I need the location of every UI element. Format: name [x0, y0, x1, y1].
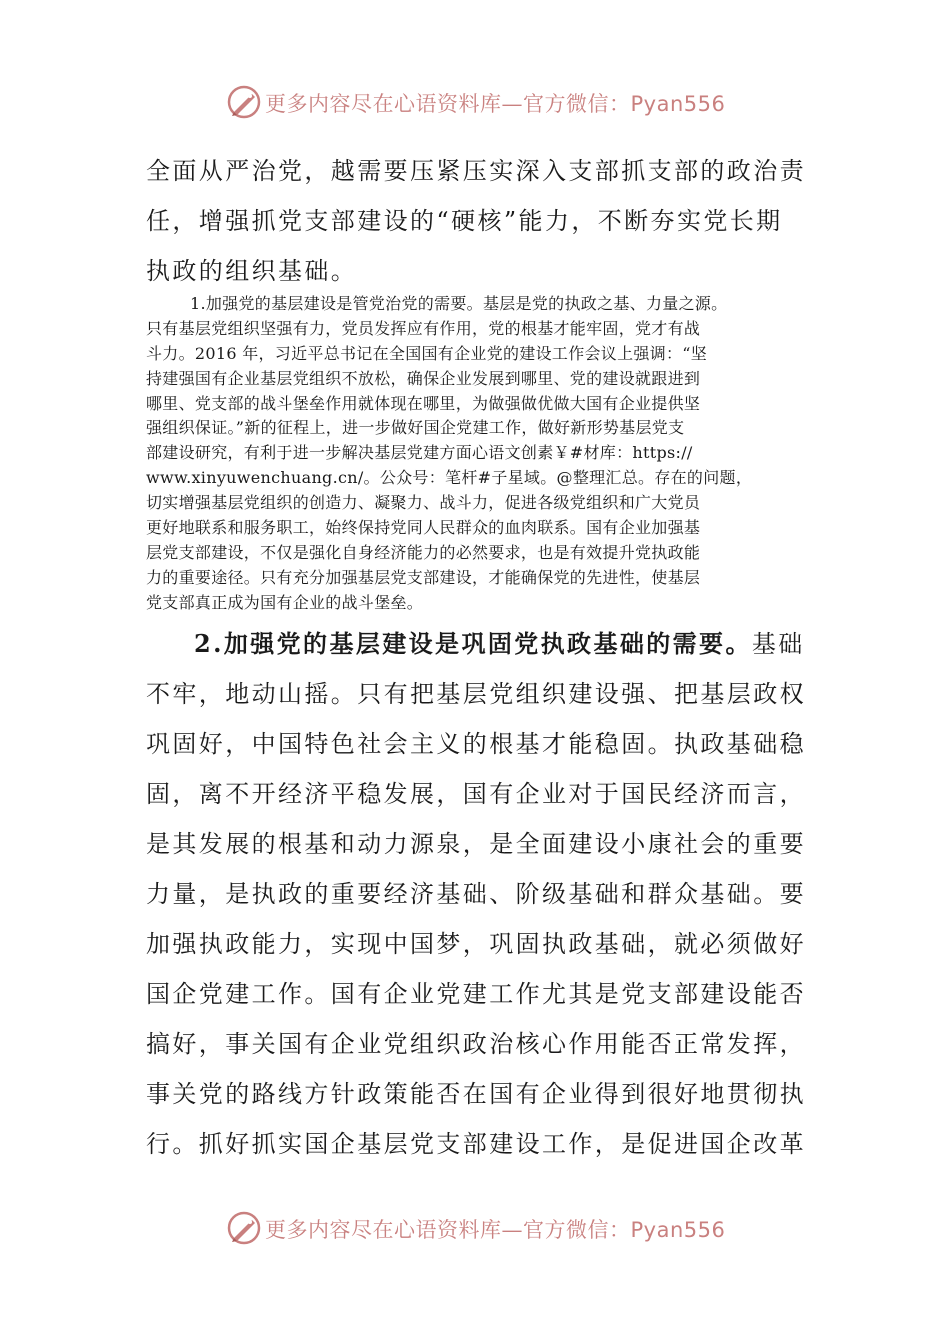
text-line: 党支部真正成为国有企业的战斗堡垒。	[146, 592, 424, 612]
point-heading: 2.加强党的基层建设是巩固党执政基础的需要。	[194, 629, 752, 658]
text-line: www.xinyuwenchuang.cn/。公众号：笔杆#子星域。@整理汇总。存在的问题，	[146, 468, 753, 488]
text-line: 任，增强抓党支部建设的“硬核”能力，不断夯实党长期	[146, 207, 783, 235]
text-line: 斗力。2016 年，习近平总书记在全国国有企业党的建设工作会议上强调：“坚	[146, 343, 708, 363]
text-line: 事关党的路线方针政策能否在国有企业得到很好地贯彻执	[146, 1080, 806, 1108]
text-line: 加强执政能力，实现中国梦，巩固执政基础，就必须做好	[146, 930, 806, 958]
text-line: 固，离不开经济平稳发展，国有企业对于国民经济而言，	[146, 780, 806, 808]
watermark-text: 更多内容尽在心语资料库—官方微信：Pyan556	[265, 1218, 726, 1242]
text-line: 持建强国有企业基层党组织不放松，确保企业发展到哪里、党的建设就跟进到	[146, 368, 701, 388]
text-line: 是其发展的根基和动力源泉，是全面建设小康社会的重要	[146, 830, 806, 858]
text-line: 执政的组织基础。	[146, 257, 358, 285]
text-line: 部建设研究，有利于进一步解决基层党建方面心语文创素￥#材库：https://	[146, 443, 693, 463]
text-line: 搞好，事关国有企业党组织政治核心作用能否正常发挥，	[146, 1030, 806, 1058]
text-line: 全面从严治党，越需要压紧压实深入支部抓支部的政治责	[146, 157, 806, 185]
text-line: 力量，是执政的重要经济基础、阶级基础和群众基础。要	[146, 880, 806, 908]
text-line: 只有基层党组织坚强有力，党员发挥应有作用，党的根基才能牢固，党才有战	[146, 318, 701, 338]
text-line: 1.加强党的基层建设是管党治党的需要。基层是党的执政之基、力量之源。	[190, 294, 728, 313]
text-line: 巩固好，中国特色社会主义的根基才能稳固。执政基础稳	[146, 730, 806, 758]
paragraph-intro	[146, 146, 806, 296]
wechat-id: Pyan556	[630, 1218, 726, 1242]
text-line: 不牢，地动山摇。只有把基层党组织建设强、把基层政权	[146, 680, 806, 708]
header-watermark	[0, 82, 950, 122]
text-line: 更好地联系和服务职工，始终保持党同人民群众的血肉联系。国有企业加强基	[146, 518, 701, 538]
paragraph-point-2	[146, 619, 806, 1169]
text-line: 强组织保证。”新的征程上，进一步做好国企党建工作，做好新形势基层党支	[146, 418, 685, 438]
text-line: 国企党建工作。国有企业党建工作尤其是党支部建设能否	[146, 980, 806, 1008]
footer-watermark	[0, 1208, 950, 1248]
text-line: 层党支部建设，不仅是强化自身经济能力的必然要求，也是有效提升党执政能	[146, 542, 701, 562]
wechat-id: Pyan556	[630, 92, 726, 116]
pen-logo-icon	[226, 1210, 262, 1246]
paragraph-point-1	[146, 292, 826, 616]
pen-logo-icon	[226, 84, 262, 120]
text-line: 哪里、党支部的战斗堡垒作用就体现在哪里，为做强做优做大国有企业提供坚	[146, 393, 701, 413]
text-line: 行。抓好抓实国企基层党支部建设工作，是促进国企改革	[146, 1130, 806, 1158]
text-line: 切实增强基层党组织的创造力、凝聚力、战斗力，促进各级党组织和广大党员	[146, 493, 701, 513]
text-line: 力的重要途径。只有充分加强基层党支部建设，才能确保党的先进性，使基层	[146, 567, 701, 587]
text-line: 2.加强党的基层建设是巩固党执政基础的需要。基础	[194, 629, 805, 658]
watermark-text: 更多内容尽在心语资料库—官方微信：Pyan556	[265, 92, 726, 116]
